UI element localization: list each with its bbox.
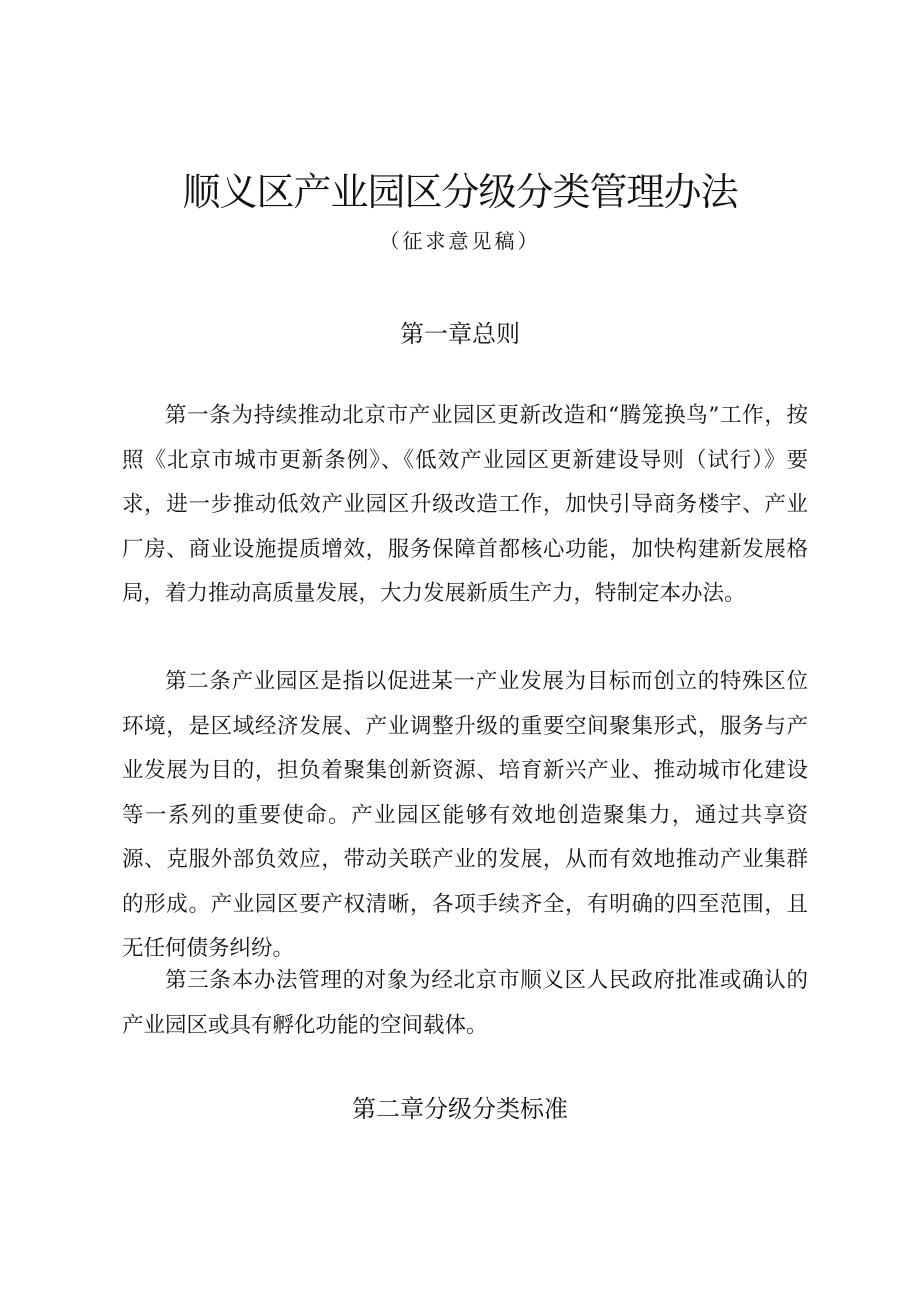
- chapter-heading: 第一章总则: [400, 320, 520, 348]
- article-paragraph: 第二条产业园区是指以促进某一产业发展为目标而创立的特殊区位环境，是区域经济发展、产业调整升级的重要空间聚集形式，服务与产业发展为目的，担负着聚集创新资源、培育新兴产业、推动城市化建设等一系列的重要使命。产业园区能够有效地创造聚集力，通过共享资源、克服外部负效应，带动关联产业的发展，从而有效地推动产业集群的形成。产业园区要产权清晰，各项手续齐全，有明确的四至范围，且无任何债务纠纷。: [122, 669, 808, 961]
- document-subtitle: （征求意见稿）: [379, 229, 541, 253]
- article-paragraph: 第一条为持续推动北京市产业园区更新改造和“腾笼换鸟”工作，按照《北京市城市更新条例》、《低效产业园区更新建设导则（试行）》要求，进一步推动低效产业园区升级改造工作，加快引导商务楼宇、产业厂房、商业设施提质增效，服务保障首都核心功能，加快构建新发展格局，着力推动高质量发展，大力发展新质生产力，特制定本办法。: [122, 403, 808, 606]
- chapter-heading: 第二章分级分类标准: [352, 1095, 568, 1123]
- article-paragraph: 第三条本办法管理的对象为经北京市顺义区人民政府批准或确认的产业园区或具有孵化功能的空间载体。: [122, 968, 808, 1038]
- document-title: 顺义区产业园区分级分类管理办法: [182, 170, 738, 214]
